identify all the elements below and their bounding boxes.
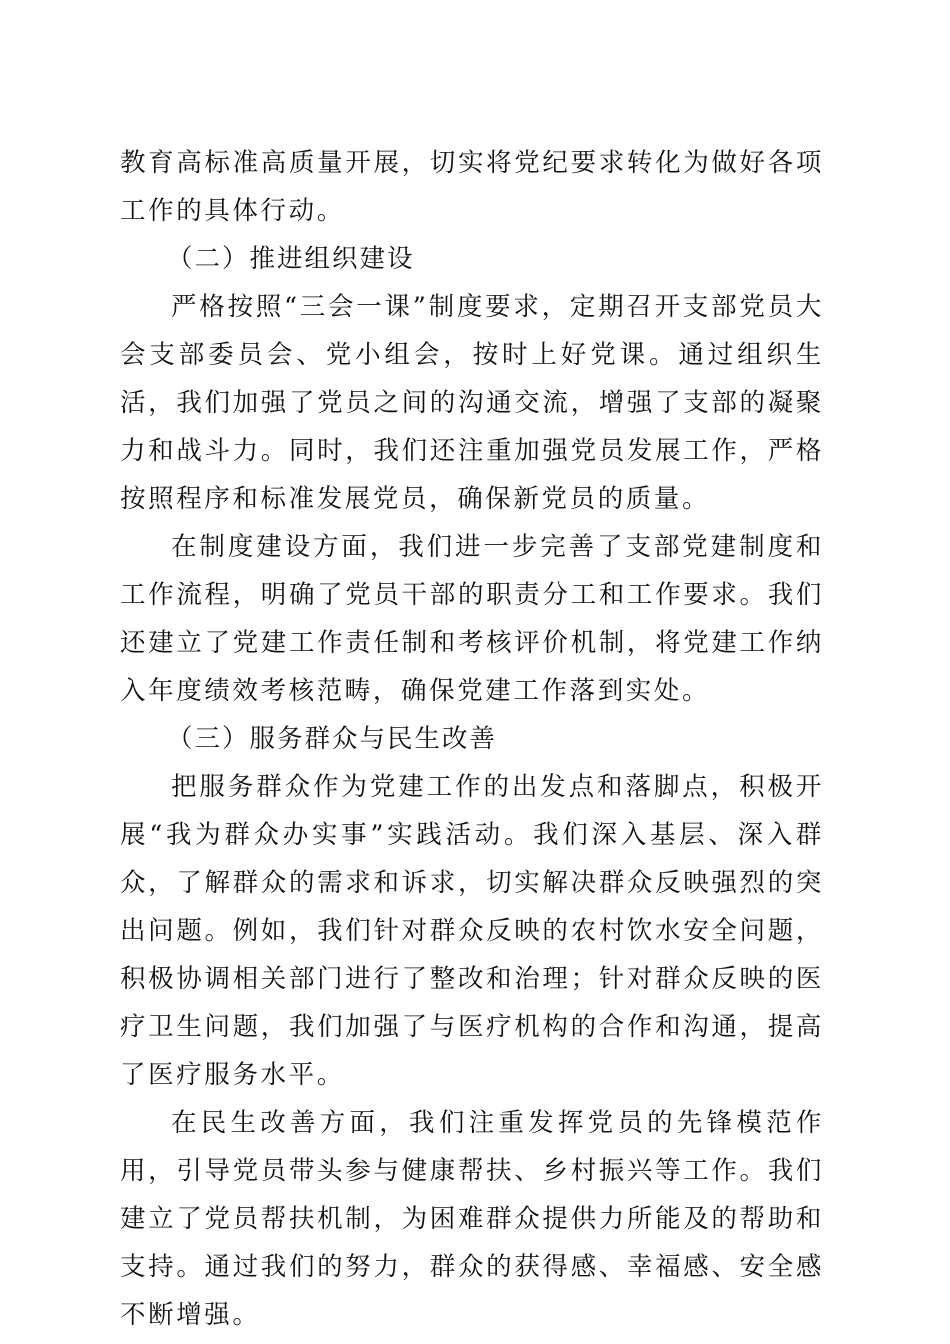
paragraph-organization-meetings: 严格按照“三会一课”制度要求，定期召开支部党员大会支部委员会、党小组会，按时上好党课。通过组织生活，我们加强了党员之间的沟通交流，增强了支部的凝聚力和战斗力。同时，我们还注重加强党员发展工作，严格按照程序和标准发展党员，确保新党员的质量。 [120, 292, 824, 514]
document-body [120, 139, 824, 1339]
section-heading-organization: （二）推进组织建设 [167, 244, 415, 274]
section-heading-serving-masses: （三）服务群众与民生改善 [167, 724, 498, 754]
paragraph-system-building: 在制度建设方面，我们进一步完善了支部党建制度和工作流程，明确了党员干部的职责分工和工作要求。我们还建立了党建工作责任制和考核评价机制，将党建工作纳入年度绩效考核范畴，确保党建工作落到实处。 [120, 532, 824, 706]
paragraph-continuation: 教育高标准高质量开展，切实将党纪要求转化为做好各项工作的具体行动。 [120, 148, 824, 226]
paragraph-livelihood: 在民生改善方面，我们注重发挥党员的先锋模范作用，引导党员带头参与健康帮扶、乡村振兴等工作。我们建立了党员帮扶机制，为困难群众提供力所能及的帮助和支持。通过我们的努力，群众的获得感、幸福感、安全感不断增强。 [120, 1108, 824, 1330]
paragraph-serving-masses: 把服务群众作为党建工作的出发点和落脚点，积极开展“我为群众办实事”实践活动。我们深入基层、深入群众，了解群众的需求和诉求，切实解决群众反映强烈的突出问题。例如，我们针对群众反映的农村饮水安全问题，积极协调相关部门进行了整改和治理；针对群众反映的医疗卫生问题，我们加强了与医疗机构的合作和沟通，提高了医疗服务水平。 [120, 772, 824, 1090]
